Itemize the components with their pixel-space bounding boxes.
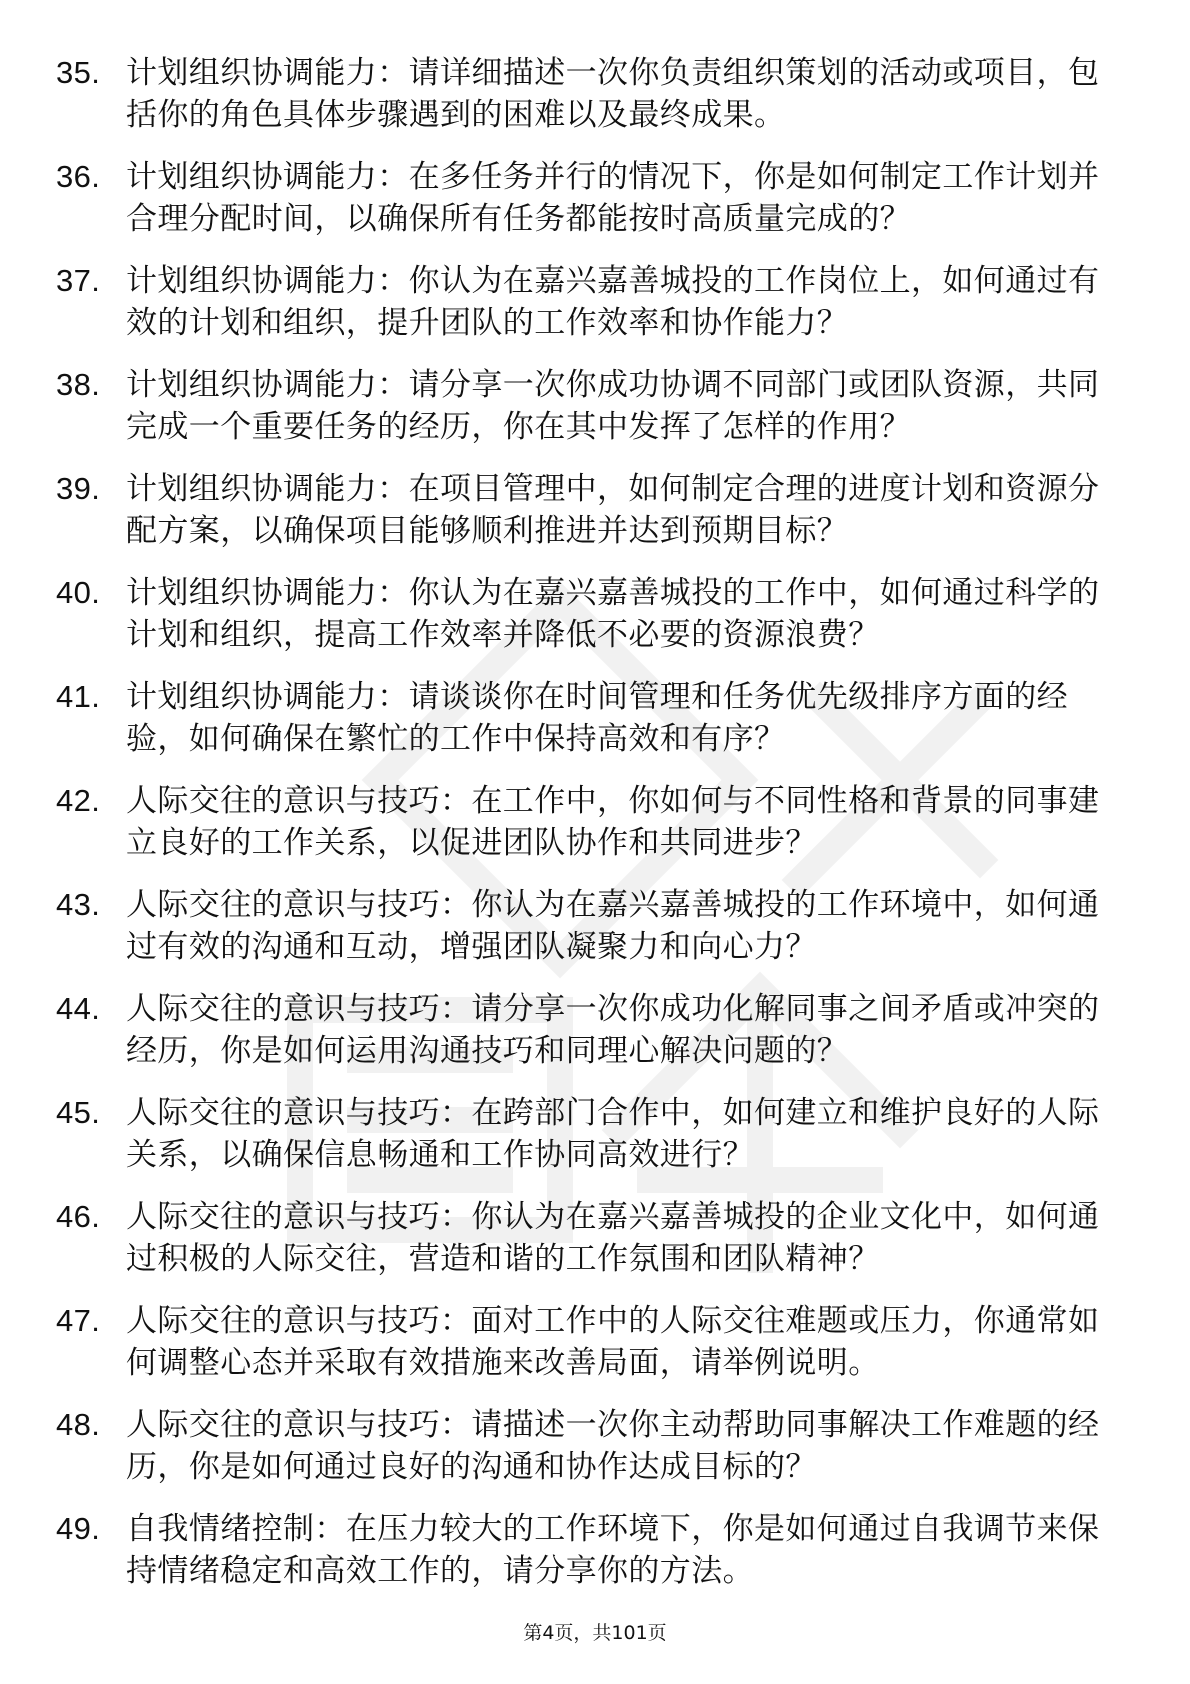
question-number: 39. bbox=[56, 471, 101, 506]
question-item bbox=[56, 156, 1116, 240]
question-item bbox=[56, 260, 1116, 344]
question-item bbox=[56, 468, 1116, 552]
question-number: 45. bbox=[56, 1095, 101, 1130]
question-text: 计划组织协调能力：在项目管理中，如何制定合理的进度计划和资源分配方案，以确保项目能够顺利推进并达到预期目标？ bbox=[126, 471, 1100, 549]
question-number: 43. bbox=[56, 887, 101, 922]
page-number: 第4页，共101页 bbox=[523, 1622, 667, 1644]
question-text: 人际交往的意识与技巧：面对工作中的人际交往难题或压力，你通常如何调整心态并采取有效措施来改善局面，请举例说明。 bbox=[126, 1303, 1100, 1381]
question-text: 计划组织协调能力：请分享一次你成功协调不同部门或团队资源，共同完成一个重要任务的经历，你在其中发挥了怎样的作用？ bbox=[126, 367, 1100, 445]
question-number: 37. bbox=[56, 263, 101, 298]
question-text: 自我情绪控制：在压力较大的工作环境下，你是如何通过自我调节来保持情绪稳定和高效工作的，请分享你的方法。 bbox=[126, 1511, 1100, 1589]
question-item bbox=[56, 1404, 1116, 1488]
question-item bbox=[56, 1300, 1116, 1384]
question-item bbox=[56, 572, 1116, 656]
question-text: 人际交往的意识与技巧：请分享一次你成功化解同事之间矛盾或冲突的经历，你是如何运用沟通技巧和同理心解决问题的？ bbox=[126, 991, 1100, 1069]
question-number: 46. bbox=[56, 1199, 101, 1234]
question-text: 人际交往的意识与技巧：你认为在嘉兴嘉善城投的企业文化中，如何通过积极的人际交往，营造和谐的工作氛围和团队精神？ bbox=[126, 1199, 1100, 1277]
question-number: 49. bbox=[56, 1511, 101, 1546]
question-number: 47. bbox=[56, 1303, 101, 1338]
question-text: 计划组织协调能力：在多任务并行的情况下，你是如何制定工作计划并合理分配时间，以确保所有任务都能按时高质量完成的？ bbox=[126, 159, 1100, 237]
question-number: 44. bbox=[56, 991, 101, 1026]
question-item bbox=[56, 780, 1116, 864]
question-text: 计划组织协调能力：请谈谈你在时间管理和任务优先级排序方面的经验，如何确保在繁忙的工作中保持高效和有序？ bbox=[126, 679, 1068, 757]
question-number: 35. bbox=[56, 55, 101, 90]
question-number: 41. bbox=[56, 679, 101, 714]
question-number: 40. bbox=[56, 575, 101, 610]
question-text: 人际交往的意识与技巧：在跨部门合作中，如何建立和维护良好的人际关系，以确保信息畅通和工作协同高效进行？ bbox=[126, 1095, 1100, 1173]
question-number: 48. bbox=[56, 1407, 101, 1442]
question-list bbox=[56, 52, 1116, 1606]
question-text: 计划组织协调能力：你认为在嘉兴嘉善城投的工作岗位上，如何通过有效的计划和组织，提升团队的工作效率和协作能力？ bbox=[126, 263, 1100, 341]
question-item bbox=[56, 52, 1116, 136]
question-text: 人际交往的意识与技巧：请描述一次你主动帮助同事解决工作难题的经历，你是如何通过良好的沟通和协作达成目标的？ bbox=[126, 1407, 1100, 1485]
question-number: 42. bbox=[56, 783, 101, 818]
question-text: 人际交往的意识与技巧：在工作中，你如何与不同性格和背景的同事建立良好的工作关系，以促进团队协作和共同进步？ bbox=[126, 783, 1100, 861]
question-item bbox=[56, 676, 1116, 760]
question-text: 计划组织协调能力：你认为在嘉兴嘉善城投的工作中，如何通过科学的计划和组织，提高工作效率并降低不必要的资源浪费？ bbox=[126, 575, 1100, 653]
question-item bbox=[56, 1196, 1116, 1280]
question-item bbox=[56, 364, 1116, 448]
question-number: 38. bbox=[56, 367, 101, 402]
question-item bbox=[56, 988, 1116, 1072]
question-text: 人际交往的意识与技巧：你认为在嘉兴嘉善城投的工作环境中，如何通过有效的沟通和互动，增强团队凝聚力和向心力？ bbox=[126, 887, 1100, 965]
question-item bbox=[56, 1508, 1116, 1592]
question-text: 计划组织协调能力：请详细描述一次你负责组织策划的活动或项目，包括你的角色具体步骤遇到的困难以及最终成果。 bbox=[126, 55, 1100, 133]
question-number: 36. bbox=[56, 159, 101, 194]
question-item bbox=[56, 1092, 1116, 1176]
question-item bbox=[56, 884, 1116, 968]
